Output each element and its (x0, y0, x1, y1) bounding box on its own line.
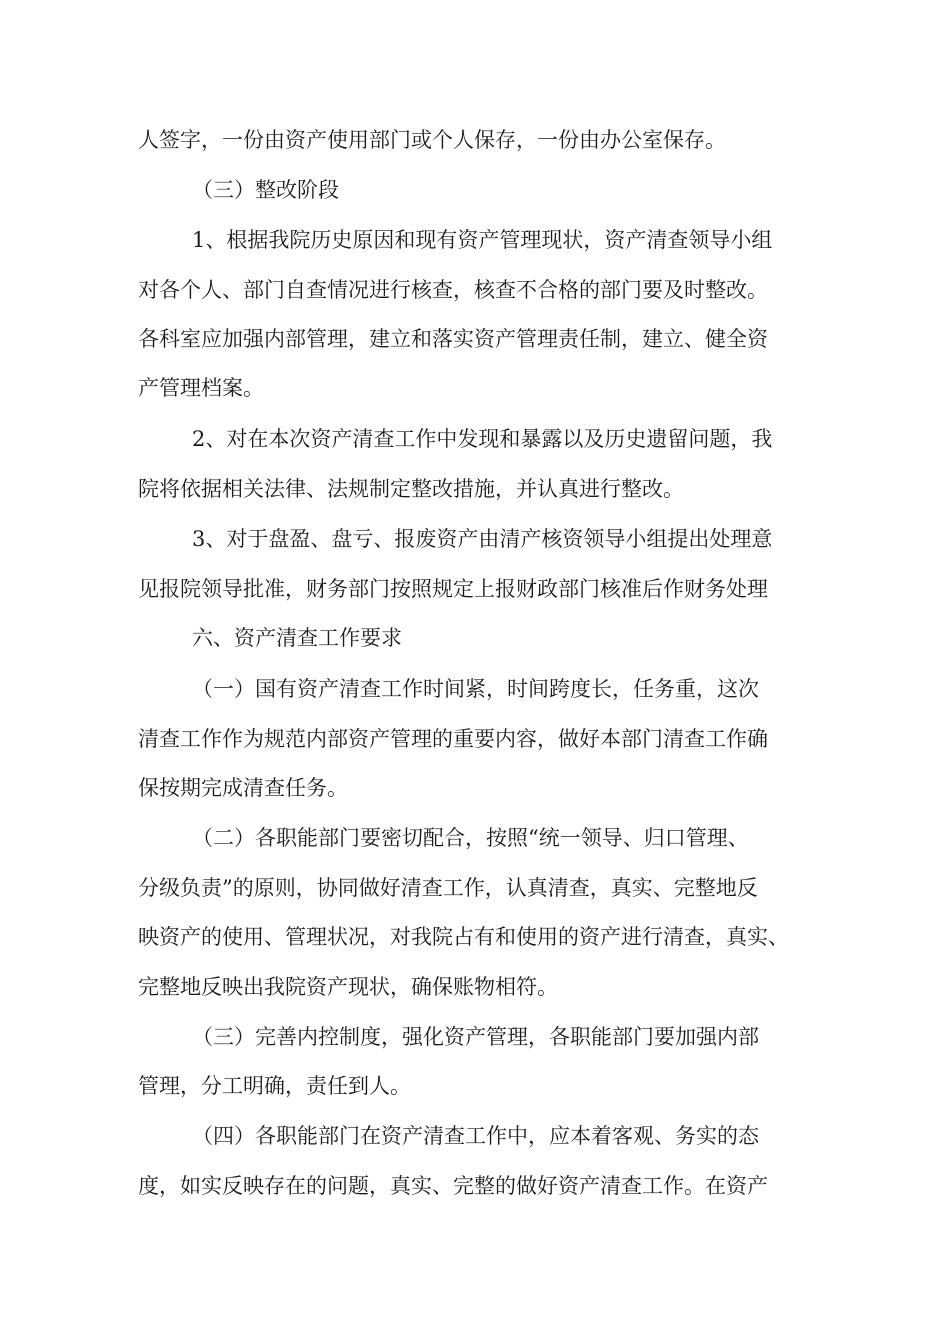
text-line: 3、对于盘盈、盘亏、报废资产由清产核资领导小组提出处理意 (192, 527, 773, 551)
text-line: 产管理档案。 (138, 376, 264, 400)
text-line: 保按期完成清查任务。 (138, 776, 348, 800)
text-line: （四）各职能部门在资产清查工作中，应本着客观、务实的态 (192, 1124, 759, 1148)
text-line: 完整地反映出我院资产现状，确保账物相符。 (138, 975, 558, 999)
section-heading: （三）整改阶段 (192, 178, 339, 202)
text-line: 清查工作作为规范内部资产管理的重要内容，做好本部门清查工作确 (138, 727, 768, 751)
text-line: 各科室应加强内部管理，建立和落实资产管理责任制，建立、健全资 (138, 327, 768, 351)
text-line: （二）各职能部门要密切配合，按照“统一领导、归口管理、 (192, 826, 749, 850)
text-line: （三）完善内控制度，强化资产管理，各职能部门要加强内部 (192, 1025, 759, 1049)
text-line: 见报院领导批准，财务部门按照规定上报财政部门核准后作财务处理 (138, 577, 768, 601)
text-line: 对各个人、部门自查情况进行核查，核查不合格的部门要及时整改。 (138, 278, 768, 302)
section-heading: 六、资产清查工作要求 (192, 626, 402, 650)
text-line: （一）国有资产清查工作时间紧，时间跨度长，任务重，这次 (192, 677, 759, 701)
text-line: 院将依据相关法律、法规制定整改措施，并认真进行整改。 (138, 477, 684, 501)
text-line: 分级负责”的原则，协同做好清查工作，认真清查，真实、完整地反 (138, 876, 758, 900)
text-line: 映资产的使用、管理状况，对我院占有和使用的资产进行清查，真实、 (138, 925, 789, 949)
text-line: 度，如实反映存在的问题，真实、完整的做好资产清查工作。在资产 (138, 1174, 768, 1198)
text-line: 1、根据我院历史原因和现有资产管理现状，资产清查领导小组 (192, 228, 773, 252)
text-line: 人签字，一份由资产使用部门或个人保存，一份由办公室保存。 (138, 128, 726, 152)
text-line: 2、对在本次资产清查工作中发现和暴露以及历史遗留问题，我 (192, 427, 773, 451)
text-line: 管理，分工明确，责任到人。 (138, 1074, 411, 1098)
